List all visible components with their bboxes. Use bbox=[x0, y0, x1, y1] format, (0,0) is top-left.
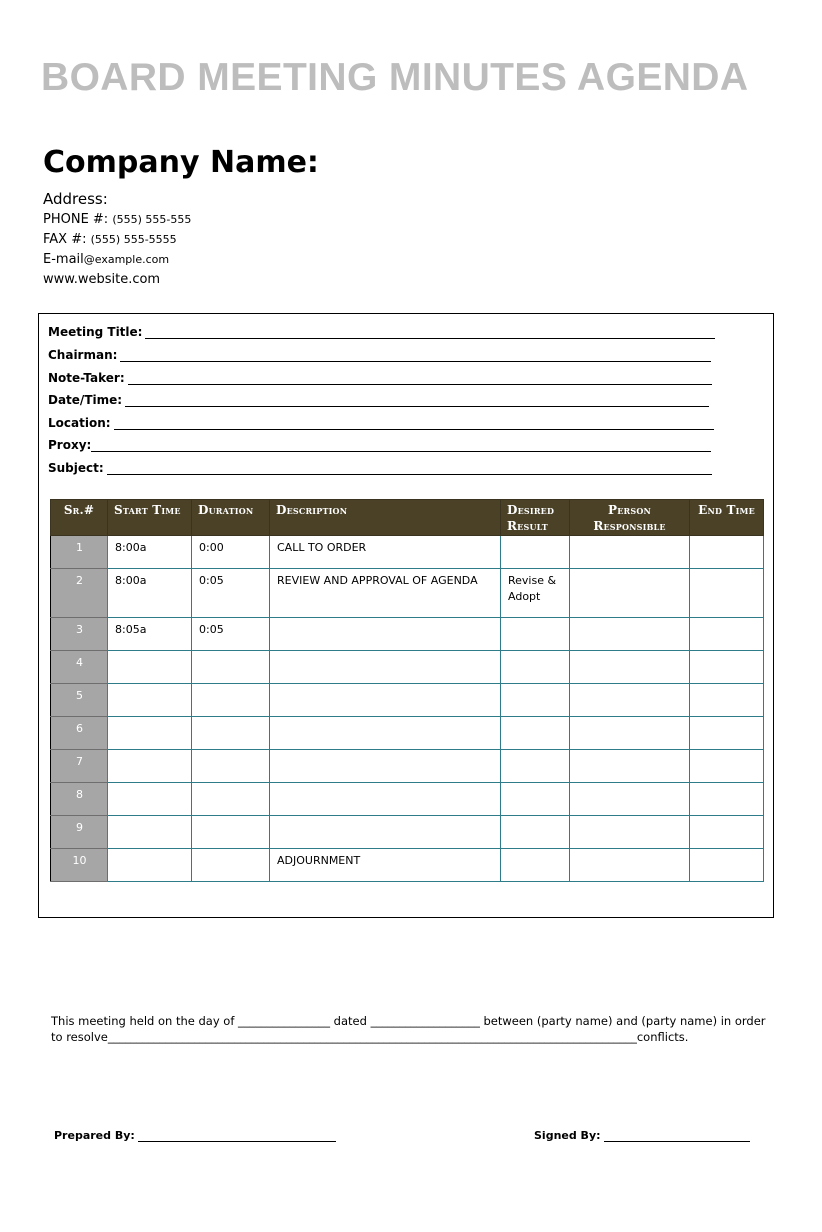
person-responsible-cell[interactable] bbox=[570, 783, 690, 816]
start-time-cell[interactable]: 8:05a bbox=[108, 618, 192, 651]
desired-result-cell[interactable] bbox=[501, 783, 570, 816]
prepared-by-field[interactable] bbox=[54, 1126, 336, 1142]
fill-line bbox=[107, 460, 712, 475]
desired-result-cell[interactable] bbox=[501, 536, 570, 569]
signed-by-field[interactable] bbox=[534, 1126, 750, 1142]
field-label: Proxy: bbox=[48, 438, 92, 452]
desired-result-cell[interactable] bbox=[501, 816, 570, 849]
start-time-cell[interactable] bbox=[108, 684, 192, 717]
description-cell[interactable]: REVIEW AND APPROVAL OF AGENDA bbox=[270, 569, 501, 618]
row-number: 4 bbox=[51, 651, 108, 684]
row-number: 8 bbox=[51, 783, 108, 816]
end-time-cell[interactable] bbox=[690, 651, 764, 684]
chairman-field[interactable] bbox=[48, 342, 711, 362]
person-responsible-cell[interactable] bbox=[570, 651, 690, 684]
end-time-cell[interactable] bbox=[690, 717, 764, 750]
description-cell[interactable] bbox=[270, 618, 501, 651]
table-row bbox=[51, 750, 764, 783]
start-time-cell[interactable] bbox=[108, 816, 192, 849]
description-cell[interactable]: CALL TO ORDER bbox=[270, 536, 501, 569]
document-title: BOARD MEETING MINUTES AGENDA bbox=[41, 56, 749, 99]
row-number: 1 bbox=[51, 536, 108, 569]
person-responsible-cell[interactable] bbox=[570, 816, 690, 849]
field-label: Location: bbox=[48, 416, 111, 430]
duration-cell[interactable] bbox=[192, 816, 270, 849]
meeting-statement: This meeting held on the day of ________________ dated ___________________ between (party name) and (party name) in order to resolve____________________________________________________________________________________________conflicts. bbox=[51, 1013, 766, 1044]
header-start-time: Start Time bbox=[108, 500, 192, 536]
email-label: E-mail bbox=[43, 252, 84, 267]
end-time-cell[interactable] bbox=[690, 569, 764, 618]
fax-line bbox=[43, 230, 191, 250]
agenda-header-row bbox=[51, 500, 764, 536]
prepared-by-label: Prepared By: bbox=[54, 1129, 135, 1142]
duration-cell[interactable] bbox=[192, 783, 270, 816]
table-row bbox=[51, 816, 764, 849]
end-time-cell[interactable] bbox=[690, 816, 764, 849]
row-number: 9 bbox=[51, 816, 108, 849]
header-description: Description bbox=[270, 500, 501, 536]
fill-line bbox=[120, 347, 711, 362]
table-row bbox=[51, 618, 764, 651]
duration-cell[interactable] bbox=[192, 684, 270, 717]
desired-result-cell[interactable] bbox=[501, 651, 570, 684]
fill-line bbox=[114, 415, 714, 430]
table-row bbox=[51, 684, 764, 717]
person-responsible-cell[interactable] bbox=[570, 684, 690, 717]
duration-cell[interactable] bbox=[192, 849, 270, 882]
end-time-cell[interactable] bbox=[690, 684, 764, 717]
fill-line bbox=[145, 324, 715, 339]
contact-block bbox=[43, 188, 191, 290]
start-time-cell[interactable] bbox=[108, 651, 192, 684]
end-time-cell[interactable] bbox=[690, 783, 764, 816]
meeting-details-box bbox=[38, 313, 774, 918]
description-cell[interactable] bbox=[270, 783, 501, 816]
header-person-responsible: Person Responsible bbox=[570, 500, 690, 536]
field-label: Note-Taker: bbox=[48, 371, 125, 385]
row-number: 3 bbox=[51, 618, 108, 651]
duration-cell[interactable] bbox=[192, 717, 270, 750]
desired-result-cell[interactable] bbox=[501, 849, 570, 882]
field-label: Subject: bbox=[48, 461, 104, 475]
description-cell[interactable] bbox=[270, 816, 501, 849]
duration-cell[interactable] bbox=[192, 651, 270, 684]
fax-label: FAX #: bbox=[43, 232, 87, 247]
desired-result-cell[interactable]: Revise & Adopt bbox=[501, 569, 570, 618]
company-name-heading: Company Name: bbox=[43, 145, 319, 180]
fill-line bbox=[91, 437, 711, 452]
row-number: 2 bbox=[51, 569, 108, 618]
location-field[interactable] bbox=[48, 410, 714, 430]
meeting-title-field[interactable] bbox=[48, 319, 715, 339]
field-label: Meeting Title: bbox=[48, 325, 143, 339]
person-responsible-cell[interactable] bbox=[570, 569, 690, 618]
agenda-table bbox=[50, 499, 764, 882]
fax-value: (555) 555-5555 bbox=[90, 233, 177, 246]
table-row bbox=[51, 651, 764, 684]
proxy-field[interactable] bbox=[48, 432, 711, 452]
start-time-cell[interactable]: 8:00a bbox=[108, 569, 192, 618]
duration-cell[interactable]: 0:05 bbox=[192, 569, 270, 618]
row-number: 10 bbox=[51, 849, 108, 882]
start-time-cell[interactable] bbox=[108, 750, 192, 783]
description-cell[interactable] bbox=[270, 717, 501, 750]
description-cell[interactable] bbox=[270, 684, 501, 717]
note-taker-field[interactable] bbox=[48, 365, 712, 385]
address-label: Address: bbox=[43, 190, 108, 208]
description-cell[interactable] bbox=[270, 750, 501, 783]
description-cell[interactable]: ADJOURNMENT bbox=[270, 849, 501, 882]
start-time-cell[interactable]: 8:00a bbox=[108, 536, 192, 569]
table-row bbox=[51, 783, 764, 816]
fill-line bbox=[128, 370, 712, 385]
description-cell[interactable] bbox=[270, 651, 501, 684]
duration-cell[interactable] bbox=[192, 750, 270, 783]
start-time-cell[interactable] bbox=[108, 717, 192, 750]
start-time-cell[interactable] bbox=[108, 783, 192, 816]
field-label: Date/Time: bbox=[48, 393, 123, 407]
website: www.website.com bbox=[43, 272, 161, 287]
signed-by-label: Signed By: bbox=[534, 1129, 601, 1142]
email-value: @example.com bbox=[83, 253, 170, 266]
date-time-field[interactable] bbox=[48, 387, 709, 407]
desired-result-cell[interactable] bbox=[501, 750, 570, 783]
person-responsible-cell[interactable] bbox=[570, 717, 690, 750]
end-time-cell[interactable] bbox=[690, 849, 764, 882]
signature-line bbox=[604, 1129, 750, 1142]
table-row bbox=[51, 569, 764, 618]
end-time-cell[interactable] bbox=[690, 618, 764, 651]
row-number: 7 bbox=[51, 750, 108, 783]
duration-cell[interactable]: 0:00 bbox=[192, 536, 270, 569]
person-responsible-cell[interactable] bbox=[570, 750, 690, 783]
row-number: 6 bbox=[51, 717, 108, 750]
duration-cell[interactable]: 0:05 bbox=[192, 618, 270, 651]
table-row bbox=[51, 849, 764, 882]
table-row bbox=[51, 536, 764, 569]
header-end-time: End Time bbox=[690, 500, 764, 536]
desired-result-cell[interactable] bbox=[501, 684, 570, 717]
person-responsible-cell[interactable] bbox=[570, 618, 690, 651]
row-number: 5 bbox=[51, 684, 108, 717]
start-time-cell[interactable] bbox=[108, 849, 192, 882]
subject-field[interactable] bbox=[48, 455, 712, 475]
end-time-cell[interactable] bbox=[690, 536, 764, 569]
phone-value: (555) 555-555 bbox=[112, 213, 192, 226]
email-line bbox=[43, 250, 191, 270]
signature-line bbox=[138, 1129, 336, 1142]
person-responsible-cell[interactable] bbox=[570, 536, 690, 569]
table-row bbox=[51, 717, 764, 750]
desired-result-cell[interactable] bbox=[501, 618, 570, 651]
end-time-cell[interactable] bbox=[690, 750, 764, 783]
person-responsible-cell[interactable] bbox=[570, 849, 690, 882]
header-duration: Duration bbox=[192, 500, 270, 536]
header-sr: Sr.# bbox=[51, 500, 108, 536]
desired-result-cell[interactable] bbox=[501, 717, 570, 750]
field-label: Chairman: bbox=[48, 348, 118, 362]
phone-line bbox=[43, 210, 191, 230]
header-desired-result: Desired Result bbox=[501, 500, 570, 536]
phone-label: PHONE #: bbox=[43, 212, 109, 227]
fill-line bbox=[125, 392, 709, 407]
